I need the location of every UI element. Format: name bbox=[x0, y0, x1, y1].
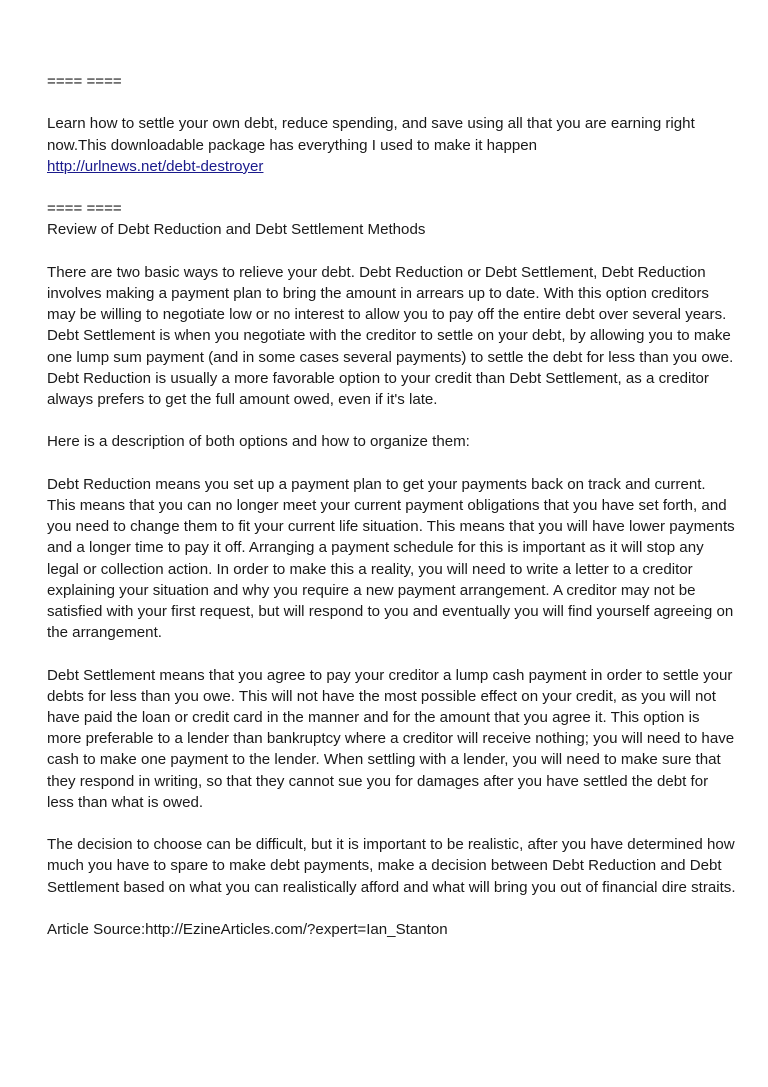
spacer bbox=[47, 241, 737, 262]
spacer bbox=[47, 813, 737, 834]
spacer bbox=[47, 177, 737, 198]
spacer bbox=[47, 92, 737, 113]
separator-top: ==== ==== bbox=[47, 73, 122, 90]
article-source: Article Source:http://EzineArticles.com/?expert=Ian_Stanton bbox=[47, 921, 448, 938]
intro-link-line bbox=[47, 156, 737, 177]
intro-text: Learn how to settle your own debt, reduce spending, and save using all that you are earning right now.This downloadable package has everything I used to make it happen bbox=[47, 115, 695, 154]
paragraph-overview: There are two basic ways to relieve your debt. Debt Reduction or Debt Settlement, Debt Reduction involves making a payment plan to bring the amount in arrears up to date. With this option creditors may be willing to negotiate low or no interest to allow you to pay off the entire debt over several years. Debt Settlement is when you negotiate with the creditor to settle on your debt, by allowing you to make one lump sum payment (and in some cases several payments) to settle the debt for less than you owe. Debt Reduction is usually a more favorable option to your credit than Debt Settlement, as a creditor always prefers to get the full amount owed, even if it's late. bbox=[47, 263, 734, 408]
spacer bbox=[47, 453, 737, 474]
separator-second: ==== ==== bbox=[47, 200, 122, 218]
spacer bbox=[47, 643, 737, 664]
document-body bbox=[47, 71, 737, 940]
intro-link[interactable]: http://urlnews.net/debt-destroyer bbox=[47, 157, 264, 175]
paragraph-debt-settlement: Debt Settlement means that you agree to pay your creditor a lump cash payment in order to settle your debts for less than you owe. This will not have the most possible effect on your credit, as you will not have paid the loan or credit card in the manner and for the amount that you agree it. This option is more preferable to a lender than bankruptcy where a creditor will receive nothing; you will need to have cash to make one payment to the lender. When settling with a lender, you will need to make sure that they respond in writing, so that they cannot sue you for damages after you have settled the debt for less than what is owed. bbox=[47, 666, 735, 811]
spacer bbox=[47, 898, 737, 919]
paragraph-debt-reduction: Debt Reduction means you set up a payment plan to get your payments back on track and current. This means that you can no longer meet your current payment obligations that you have set forth, and you need to change them to fit your current life situation. This means that you will have lower payments and a longer time to pay it off. Arranging a payment schedule for this is important as it will stop any legal or collection action. In order to make this a reality, you will need to write a letter to a creditor explaining your situation and why you require a new payment arrangement. A creditor may not be satisfied with your first request, but will respond to you and eventually you will find yourself agreeing on the arrangement. bbox=[47, 475, 735, 642]
paragraph-decision: The decision to choose can be difficult, but it is important to be realistic, after you have determined how much you have to spare to make debt payments, make a decision between Debt Reduction and Debt Settlement based on what you can realistically afford and what will bring you out of financial dire straits. bbox=[47, 836, 736, 896]
paragraph-description: Here is a description of both options and how to organize them: bbox=[47, 433, 470, 451]
article-title: Review of Debt Reduction and Debt Settlement Methods bbox=[47, 221, 426, 239]
spacer bbox=[47, 410, 737, 431]
